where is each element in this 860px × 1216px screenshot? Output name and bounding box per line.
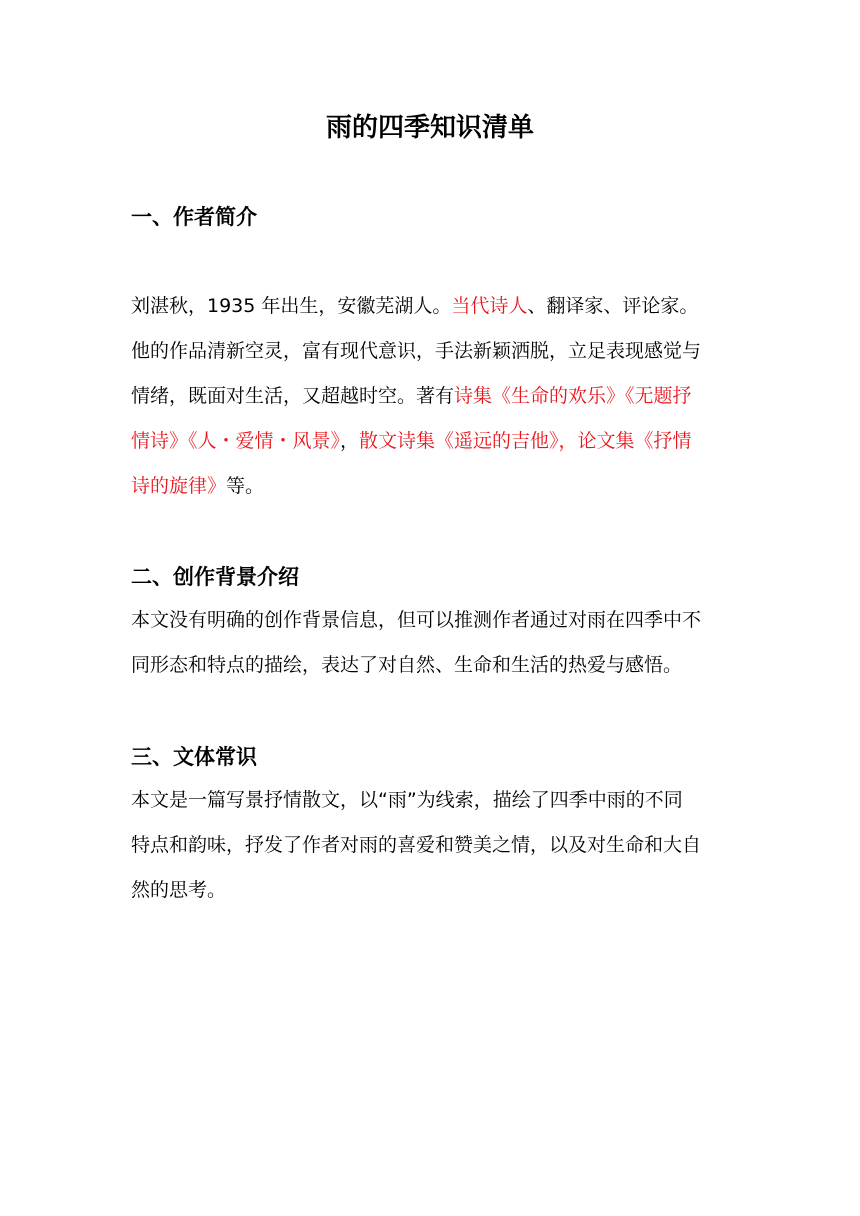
genre-line-1: 本文是一篇写景抒情散文，以“雨”为线索，描绘了四季中雨的不同 (131, 789, 683, 811)
author-intro-line-5 (131, 464, 731, 509)
page-title: 雨的四季知识清单 (325, 113, 534, 143)
text-run: 刘湛秋，1935 年出生，安徽芜湖人。 (131, 295, 452, 317)
highlight-text: 散文诗集《遥远的吉他》，论文集《抒情 (359, 430, 692, 452)
background-line-1: 本文没有明确的创作背景信息，但可以推测作者通过对雨在四季中不 (131, 609, 702, 631)
text-run: 情绪，既面对生活，又超越时空。著有 (131, 385, 455, 407)
background-paragraph (131, 598, 731, 688)
text-run: 他的作品清新空灵，富有现代意识，手法新颖洒脱，立足表现感觉与 (131, 340, 702, 362)
section-heading-author: 一、作者简介 (131, 205, 257, 229)
text-run: 、翻译家、评论家。 (527, 295, 699, 317)
background-line-2: 同形态和特点的描绘，表达了对自然、生命和生活的热爱与感悟。 (131, 654, 683, 676)
highlight-text: 诗的旋律》 (131, 475, 227, 497)
section-heading-background: 二、创作背景介绍 (131, 565, 299, 589)
author-intro-line-4 (131, 419, 731, 464)
text-run: ， (340, 430, 360, 452)
section-heading-genre: 三、文体常识 (131, 745, 257, 769)
genre-line-3: 然的思考。 (131, 879, 227, 901)
text-run: 等。 (226, 475, 265, 497)
genre-paragraph (131, 778, 731, 913)
genre-line-2: 特点和韵味，抒发了作者对雨的喜爱和赞美之情，以及对生命和大自 (131, 834, 702, 856)
author-intro-line-3 (131, 374, 731, 419)
highlight-text: 诗集《生命的欢乐》《无题抒 (454, 385, 692, 407)
author-intro-line-2 (131, 329, 731, 374)
highlight-text: 情诗》《人・爱情・风景》 (131, 430, 341, 452)
author-intro-paragraph (131, 284, 731, 509)
author-intro-line-1 (131, 284, 731, 329)
highlight-text: 当代诗人 (451, 295, 528, 317)
